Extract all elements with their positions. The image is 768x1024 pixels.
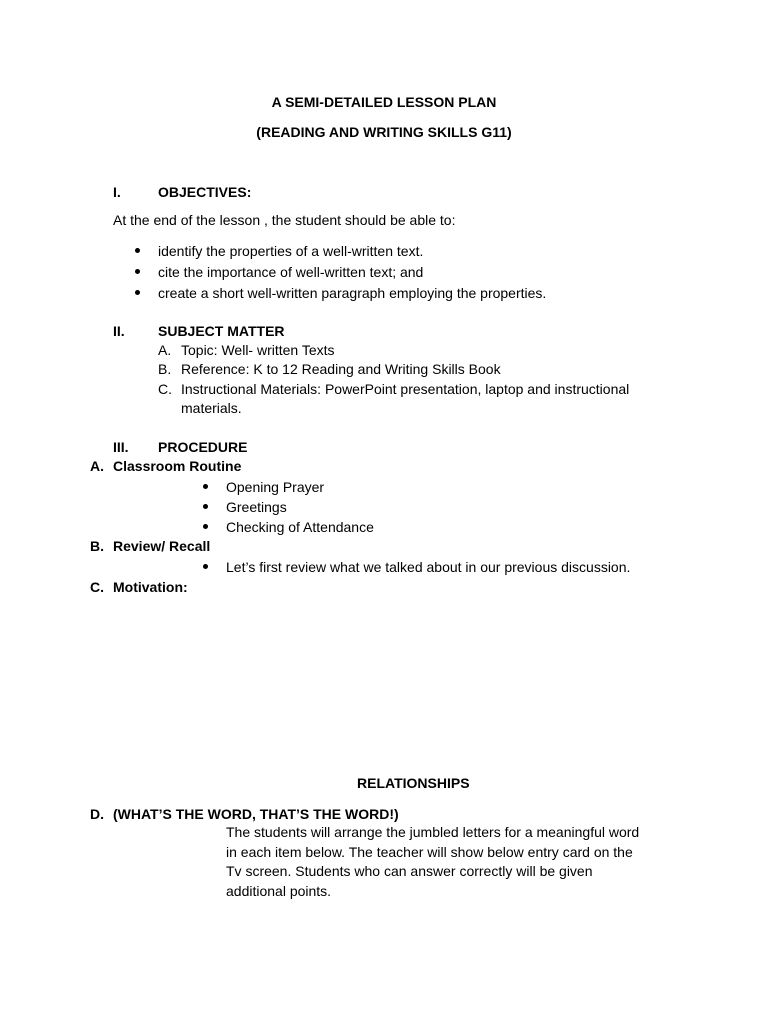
section-letter: D. — [90, 806, 104, 822]
objective-item: create a short well-written paragraph employing the properties. — [158, 285, 547, 301]
subject-item-letter: B. — [158, 361, 172, 377]
review-recall-heading: Review/ Recall — [113, 538, 211, 554]
activity-text-line: additional points. — [226, 883, 332, 899]
subject-item-materials: Instructional Materials: PowerPoint presentation, laptop and instructional — [181, 381, 630, 397]
review-item: Let’s first review what we talked about in our previous discussion. — [226, 559, 631, 575]
objectives-numeral: I. — [113, 184, 121, 200]
subject-item-topic: Topic: Well- written Texts — [181, 342, 335, 358]
subject-matter-heading: SUBJECT MATTER — [158, 323, 285, 339]
section-letter: C. — [90, 579, 104, 595]
procedure-heading: PROCEDURE — [158, 439, 248, 455]
bullet-icon — [203, 524, 208, 529]
bullet-icon — [203, 484, 208, 489]
document-subtitle: (READING AND WRITING SKILLS G11) — [256, 124, 512, 140]
objectives-intro: At the end of the lesson , the student should be able to: — [113, 212, 456, 228]
subject-matter-numeral: II. — [113, 323, 125, 339]
bullet-icon — [135, 290, 140, 295]
relationships-heading: RELATIONSHIPS — [357, 775, 470, 791]
activity-text-line: Tv screen. Students who can answer correctly will be given — [226, 863, 593, 879]
motivation-heading: Motivation: — [113, 579, 188, 595]
bullet-icon — [203, 504, 208, 509]
activity-text-line: in each item below. The teacher will show below entry card on the — [226, 844, 633, 860]
bullet-icon — [135, 248, 140, 253]
objectives-heading: OBJECTIVES: — [158, 184, 252, 200]
subject-item-reference: Reference: K to 12 Reading and Writing Skills Book — [181, 361, 501, 377]
routine-item: Checking of Attendance — [226, 519, 374, 535]
subject-item-letter: A. — [158, 342, 172, 358]
section-letter: A. — [90, 458, 104, 474]
document-title: A SEMI-DETAILED LESSON PLAN — [271, 94, 497, 110]
activity-text-line: The students will arrange the jumbled letters for a meaningful word — [226, 824, 640, 840]
classroom-routine-heading: Classroom Routine — [113, 458, 242, 474]
routine-item: Greetings — [226, 499, 287, 515]
subject-item-letter: C. — [158, 381, 172, 397]
section-letter: B. — [90, 538, 104, 554]
bullet-icon — [135, 269, 140, 274]
subject-item-materials-cont: materials. — [181, 400, 242, 416]
procedure-numeral: III. — [113, 439, 129, 455]
bullet-icon — [203, 564, 208, 569]
routine-item: Opening Prayer — [226, 479, 325, 495]
objective-item: cite the importance of well-written text; and — [158, 264, 424, 280]
objective-item: identify the properties of a well-written text. — [158, 243, 424, 259]
activity-heading: (WHAT’S THE WORD, THAT’S THE WORD!) — [113, 806, 399, 822]
